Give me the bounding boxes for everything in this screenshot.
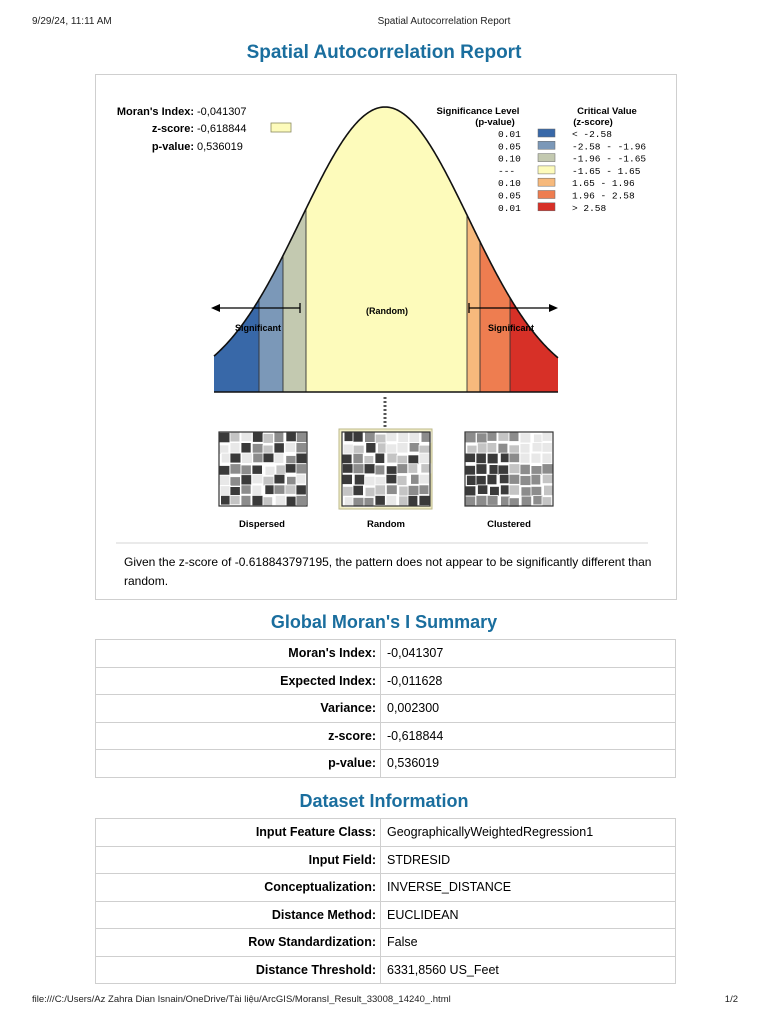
- map-cell: [409, 432, 420, 443]
- dataset-key: Input Field:: [96, 846, 381, 874]
- map-cell: [375, 465, 385, 475]
- map-cell: [476, 464, 487, 475]
- dataset-key: Input Feature Class:: [96, 819, 381, 847]
- map-cell: [498, 432, 509, 441]
- map-cell: [397, 464, 408, 474]
- map-cell: [286, 496, 296, 506]
- map-cell: [365, 487, 375, 496]
- map-cell: [509, 474, 520, 484]
- map-cell: [419, 485, 429, 495]
- map-cell: [386, 474, 397, 484]
- map-cell: [408, 495, 418, 506]
- map-cell: [230, 495, 240, 504]
- map-cell: [296, 495, 306, 505]
- table-row: [96, 722, 676, 750]
- map-cell: [408, 455, 419, 465]
- map-cell: [509, 464, 520, 474]
- curve-region: [283, 209, 306, 392]
- clustered-map: [465, 432, 554, 507]
- map-cell: [253, 432, 264, 442]
- summary-key: z-score:: [96, 722, 381, 750]
- curve-region: [214, 299, 259, 392]
- map-cell: [343, 486, 354, 496]
- legend-pvalue: 0.01: [498, 129, 521, 140]
- map-cell: [265, 485, 275, 495]
- map-cell: [465, 432, 476, 442]
- legend-rows: [498, 129, 646, 214]
- map-cell: [465, 465, 476, 475]
- p-value-value: 0,536019: [197, 141, 243, 153]
- map-cell: [386, 485, 397, 495]
- map-cell: [399, 486, 409, 496]
- map-cell: [220, 486, 231, 496]
- map-cell: [296, 432, 307, 443]
- map-cell: [241, 495, 251, 505]
- map-cell: [478, 485, 488, 495]
- map-cell: [252, 485, 262, 496]
- map-cell: [342, 474, 352, 484]
- map-cell: [542, 432, 552, 441]
- table-row: [96, 874, 676, 902]
- summary-value: -0,618844: [381, 722, 676, 750]
- summary-key: Variance:: [96, 695, 381, 723]
- map-cell: [274, 443, 284, 453]
- map-cell: [296, 443, 307, 453]
- random-label: Random: [367, 519, 405, 530]
- map-cell: [487, 474, 497, 484]
- map-cell: [219, 466, 230, 476]
- map-cell: [252, 444, 263, 454]
- map-cell: [509, 485, 520, 495]
- summary-table: [95, 639, 676, 778]
- map-cell: [386, 444, 397, 454]
- table-row: [96, 750, 676, 778]
- map-cell: [465, 453, 476, 462]
- legend-pvalue: ---: [498, 165, 516, 177]
- map-cell: [342, 454, 352, 464]
- curve-region: [480, 242, 510, 392]
- map-cell: [520, 453, 530, 463]
- map-cell: [499, 474, 509, 483]
- map-cell: [465, 486, 476, 496]
- map-cell: [398, 432, 409, 443]
- dataset-value: 6331,8560 US_Feet: [381, 956, 676, 984]
- map-cell: [343, 444, 353, 454]
- map-cell: [253, 453, 264, 463]
- map-cell: [242, 453, 253, 463]
- dataset-key: Distance Method:: [96, 901, 381, 929]
- print-title: Spatial Autocorrelation Report: [377, 16, 511, 27]
- dataset-value: False: [381, 929, 676, 957]
- map-cell: [386, 432, 397, 442]
- table-row: [96, 667, 676, 695]
- report-title: Spatial Autocorrelation Report: [246, 42, 522, 63]
- map-cell: [387, 453, 398, 463]
- map-cell: [263, 453, 274, 463]
- map-cell: [521, 496, 531, 506]
- map-cell: [230, 464, 241, 474]
- map-cell: [542, 464, 553, 474]
- z-score-label: z-score:: [151, 123, 194, 135]
- map-cell: [241, 443, 251, 453]
- map-cell: [296, 464, 307, 474]
- p-value-label: p-value:: [151, 141, 194, 153]
- summary-value: -0,011628: [381, 667, 676, 695]
- map-cell: [544, 485, 554, 495]
- map-cell: [532, 443, 542, 452]
- map-cell: [531, 453, 541, 463]
- map-cell: [274, 474, 285, 484]
- dataset-value: EUCLIDEAN: [381, 901, 676, 929]
- map-cell: [265, 466, 275, 475]
- map-cell: [287, 476, 297, 486]
- legend-header-critical: Critical Value: [577, 106, 637, 117]
- legend-swatch: [538, 154, 555, 162]
- legend-pvalue: 0.10: [498, 178, 521, 190]
- map-cell: [533, 495, 543, 505]
- dataset-value: INVERSE_DISTANCE: [381, 874, 676, 902]
- map-cell: [409, 443, 419, 452]
- legend-swatch: [538, 191, 555, 199]
- dispersed-map: [219, 432, 307, 507]
- map-cell: [498, 443, 508, 453]
- legend-header-pvalue: (p-value): [475, 117, 515, 128]
- map-cell: [241, 475, 252, 485]
- table-row: [96, 929, 676, 957]
- summary-key: Expected Index:: [96, 667, 381, 695]
- map-cell: [241, 465, 251, 475]
- page-number: 1/2: [724, 994, 738, 1005]
- map-cell: [219, 475, 230, 485]
- map-cell: [230, 487, 240, 497]
- dataset-value: GeographicallyWeightedRegression1: [381, 819, 676, 847]
- map-cell: [354, 474, 364, 485]
- print-header: [0, 16, 768, 30]
- morans-index-value: -0,041307: [197, 106, 247, 118]
- legend-zscore: < -2.58: [572, 129, 612, 140]
- map-cell: [375, 434, 386, 444]
- morans-index-label: Moran's Index:: [116, 106, 194, 118]
- map-cell: [542, 497, 552, 507]
- legend-swatch: [538, 141, 555, 149]
- map-cell: [252, 465, 262, 475]
- map-cell: [276, 465, 286, 475]
- map-cell: [542, 474, 553, 483]
- map-cell: [477, 443, 487, 453]
- map-cell: [365, 432, 376, 442]
- map-cell: [230, 432, 240, 442]
- map-cell: [274, 485, 285, 494]
- map-cell: [421, 464, 431, 473]
- map-cell: [375, 485, 386, 495]
- map-cell: [476, 495, 487, 505]
- map-cell: [274, 453, 284, 463]
- conclusion-text: Given the z-score of -0.618843797195, the pattern does not appear to be significantly different than random.: [124, 555, 652, 588]
- map-cell: [353, 432, 363, 442]
- map-cell: [285, 485, 296, 494]
- table-row: [96, 956, 676, 984]
- map-cell: [230, 443, 240, 453]
- left-significant-label: Significant: [234, 323, 282, 333]
- map-cell: [520, 476, 531, 486]
- map-cell: [542, 443, 552, 453]
- right-significant-label: Significant: [487, 323, 535, 333]
- map-cell: [490, 486, 500, 496]
- z-score-swatch: [271, 123, 291, 132]
- summary-value: 0,002300: [381, 695, 676, 723]
- map-cell: [520, 444, 530, 454]
- table-row: [96, 846, 676, 874]
- clustered-label: Clustered: [487, 519, 531, 530]
- map-cell: [489, 465, 499, 475]
- right-arrow-head: [549, 304, 558, 312]
- dispersed-label: Dispersed: [239, 519, 285, 530]
- map-cell: [296, 485, 306, 495]
- map-cell: [275, 495, 285, 505]
- map-cell: [465, 496, 476, 506]
- map-cell: [408, 464, 418, 474]
- dataset-table: [95, 818, 676, 984]
- map-cell: [520, 433, 531, 443]
- report-graphic-panel: [95, 74, 677, 600]
- summary-value: 0,536019: [381, 750, 676, 778]
- legend-zscore: 1.96 - 2.58: [572, 190, 635, 202]
- map-cell: [263, 476, 274, 486]
- map-cell: [399, 496, 409, 506]
- map-cell: [241, 485, 251, 494]
- table-row: [96, 819, 676, 847]
- map-cell: [230, 477, 240, 486]
- summary-key: Moran's Index:: [96, 640, 381, 668]
- map-cell: [408, 485, 419, 495]
- map-cell: [531, 474, 541, 485]
- table-row: [96, 640, 676, 668]
- map-cell: [386, 495, 397, 505]
- legend-header-significance: Significance Level: [436, 106, 520, 117]
- map-cell: [520, 464, 530, 474]
- map-cell: [476, 453, 486, 464]
- map-cell: [375, 453, 385, 463]
- dataset-key: Distance Threshold:: [96, 956, 381, 984]
- dataset-value: STDRESID: [381, 846, 676, 874]
- table-row: [96, 901, 676, 929]
- map-cell: [487, 443, 497, 453]
- map-cell: [285, 443, 296, 453]
- map-cell: [498, 465, 509, 475]
- map-cell: [252, 495, 263, 505]
- map-cell: [521, 487, 532, 497]
- random-map: [342, 432, 431, 507]
- map-cell: [353, 453, 363, 464]
- map-cell: [531, 466, 542, 476]
- legend-header-zscore: (z-score): [573, 117, 613, 128]
- map-cell: [364, 464, 375, 474]
- map-cell: [296, 453, 307, 464]
- legend-zscore: > 2.58: [572, 202, 607, 214]
- map-cell: [397, 443, 408, 453]
- map-cell: [419, 474, 430, 484]
- table-row: [96, 695, 676, 723]
- map-cell: [476, 476, 486, 486]
- legend-swatch: [538, 178, 555, 186]
- map-cell: [286, 432, 297, 442]
- map-cell: [285, 464, 296, 473]
- map-cell: [353, 485, 363, 495]
- random-center-label: (Random): [366, 306, 408, 316]
- map-cell: [274, 432, 284, 443]
- legend-pvalue: 0.10: [498, 153, 521, 165]
- map-cell: [375, 495, 385, 505]
- map-cell: [386, 466, 397, 476]
- map-cell: [365, 476, 376, 486]
- map-cell: [252, 474, 263, 484]
- map-cell: [366, 443, 376, 453]
- curve-region: [510, 298, 558, 392]
- z-score-value: -0,618844: [197, 123, 247, 135]
- map-cell: [263, 434, 273, 444]
- legend-zscore: 1.65 - 1.96: [572, 178, 635, 190]
- legend-pvalue: 0.05: [498, 190, 521, 202]
- legend-swatch: [538, 203, 555, 211]
- legend-zscore: -1.96 - -1.65: [572, 153, 647, 165]
- legend-swatch: [538, 129, 555, 137]
- map-cell: [353, 464, 364, 474]
- map-cell: [419, 495, 430, 505]
- map-cell: [509, 453, 520, 463]
- legend-zscore: -1.65 - 1.65: [572, 165, 641, 177]
- map-cell: [487, 432, 497, 441]
- map-cell: [542, 453, 552, 463]
- dataset-key: Conceptualization:: [96, 874, 381, 902]
- summary-title: Global Moran's I Summary: [270, 612, 498, 632]
- map-cell: [531, 486, 542, 496]
- map-cell: [419, 453, 430, 463]
- summary-key: p-value:: [96, 750, 381, 778]
- map-cell: [487, 453, 498, 464]
- map-cell: [219, 432, 230, 442]
- map-cell: [477, 433, 488, 443]
- curve-region: [306, 107, 467, 392]
- dataset-title: Dataset Information: [299, 791, 469, 811]
- map-cell: [221, 495, 231, 505]
- map-cell: [397, 476, 407, 486]
- summary-value: -0,041307: [381, 640, 676, 668]
- legend-pvalue: 0.05: [498, 141, 521, 153]
- dataset-key: Row Standardization:: [96, 929, 381, 957]
- map-cell: [296, 474, 306, 484]
- map-cell: [241, 432, 252, 442]
- map-cell: [467, 475, 477, 485]
- legend-zscore: -2.58 - -1.96: [572, 141, 647, 153]
- legend-swatch: [538, 166, 555, 174]
- map-cell: [230, 453, 241, 463]
- map-cell: [342, 464, 353, 474]
- left-arrow-head: [211, 304, 220, 312]
- map-cell: [263, 497, 273, 507]
- print-footer: [0, 994, 768, 1008]
- print-date: 9/29/24, 11:11 AM: [32, 16, 112, 27]
- bell-curve-graphic: [96, 75, 676, 599]
- pattern-maps: [219, 429, 554, 509]
- legend-pvalue: 0.01: [498, 202, 521, 214]
- file-path: file:///C:/Users/Az Zahra Dian Isnain/OneDrive/Tài liệu/ArcGIS/MoransI_Result_33008_14240_.html: [32, 994, 451, 1005]
- map-cell: [509, 432, 519, 442]
- map-cell: [487, 495, 498, 505]
